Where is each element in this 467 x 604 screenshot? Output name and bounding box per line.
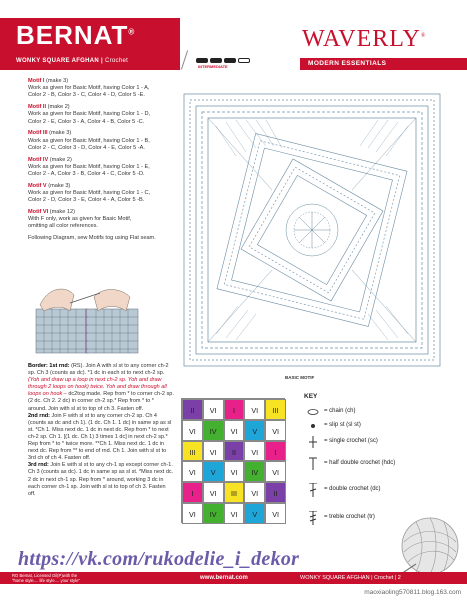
border-instructions: Border: 1st rnd: (RS). Join A with sl st to any corner ch-2 sp. Ch 3 (counts as dc). *1 dc in each st to next ch-2 sp. (Yoh and draw up a loop in next ch-2 sp. Yoh and draw through 2 loops on hook) twice. Yoh and draw through all loops on hook – dc2tog made. Rep from * to corner ch-2 sp. (2 dc. Ch 2. 2 dc) in corner ch-2 sp.* Rep from * to * around. Join with sl st to top of ch 3. Fasten off. 2nd rnd: Join F with sl st to any corner ch-2 sp. Ch 4 (counts as dc and ch 1). (1 dc. Ch 1. 1 dc) in same sp as sl st. *Ch 1. Miss next dc. 1 dc in next dc. Rep from * to next ch-2 sp. Ch 1. [(1 dc. Ch 1) 3 times 1 dc] in next ch-2 sp.* Rep from * to * twice more. **Ch 1. Miss next dc. 1 dc in next dc. Rep from ** to end of rnd. Ch 1. Join with sl st to 3rd ch of ch 4. Fasten off. 3rd rnd: Join E with sl st to any ch-1 sp except corner ch-1. Ch 3 (counts as dc). 1 dc in same sp as sl st. *Miss next dc. 2 dc in next ch-1 sp. Rep from * around, working 3 dc in each corner ch-1 sp. Join with sl st to top of ch 3. Fasten off. <box>28 363 174 497</box>
grid-cell-label: VI <box>272 468 279 478</box>
grid-cell-label: VI <box>189 509 196 519</box>
grid-cell-label: VI <box>209 447 217 457</box>
footer-legal: RO Bernat, Licensed Oil(P)with the "home style.... life style.... your style" <box>12 573 80 583</box>
grid-cell-label: III <box>230 489 237 499</box>
sewing-instruction: Following Diagram, sew Motifs tog using Flat seam. <box>28 235 156 242</box>
grid-cell-label: IV <box>251 468 259 478</box>
motif-entry: Motif IV (make 2) Work as given for Basic Motif, having Color 1 - E, Color 2 - A, Color 3 - B, Color 4 - C, Color 5 -D. <box>28 156 150 178</box>
flat-seam-illustration <box>30 283 142 357</box>
footer-page-info: WONKY SQUARE AFGHAN | Crochet | 2 <box>300 575 401 581</box>
grid-cell <box>244 461 265 482</box>
grid-cell <box>244 503 265 524</box>
grid-cell <box>203 482 224 503</box>
credit-text: maoxiaoling570811.blog.163.com <box>364 589 461 596</box>
grid-cell <box>182 420 203 441</box>
key-row-sc: = single crochet (sc) <box>300 435 460 449</box>
grid-cell-label: V <box>252 426 258 436</box>
grid-cell <box>244 482 265 503</box>
grid-cell <box>224 503 245 524</box>
bernat-logo: BERNAT® <box>16 20 136 50</box>
grid-cell <box>244 441 265 462</box>
stitch-key <box>300 393 460 520</box>
grid-cell-label: VI <box>189 468 196 478</box>
grid-cell-label: VI <box>230 509 238 519</box>
grid-cell-label: II <box>231 447 236 457</box>
grid-cell <box>265 441 286 462</box>
grid-cell-label: VI <box>189 426 196 436</box>
grid-cell-label: VI <box>209 406 217 415</box>
key-row-hdc: = half double crochet (hdc) <box>300 457 460 471</box>
grid-cell <box>182 461 203 482</box>
grid-cell-label: VI <box>251 406 259 415</box>
grid-cell <box>265 399 286 420</box>
grid-cell <box>265 461 286 482</box>
footer-website[interactable]: www.bernat.com <box>200 575 248 581</box>
layout-grid <box>181 398 285 523</box>
grid-cell <box>224 399 245 420</box>
grid-cell-label: I <box>232 406 235 415</box>
grid-cell-label: VI <box>230 468 238 478</box>
tagline-bar <box>300 58 467 70</box>
grid-cell-label: IV <box>209 509 217 519</box>
grid-cell-label: V <box>210 468 216 478</box>
grid-cell <box>182 503 203 524</box>
grid-cell <box>224 420 245 441</box>
grid-cell <box>265 503 286 524</box>
treble-crochet-icon <box>304 511 322 525</box>
skill-level-indicator <box>196 58 286 70</box>
grid-cell-label: VI <box>272 426 279 436</box>
grid-cell-label: VI <box>272 509 279 519</box>
grid-cell-label: VI <box>251 489 259 499</box>
pattern-title-bar <box>0 58 180 70</box>
motif-entry: Motif V (make 3) Work as given for Basic Motif, having Color 1 - C, Color 2 - D, Color 3 - E, Color 4 - A, Color 5 -B. <box>28 182 151 204</box>
motif-entry: Motif I (make 3) Work as given for Basic Motif, having Color 1 - A, Color 2 - B, Color 3 - C, Color 4 - D, Color 5 -E. <box>28 78 150 99</box>
grid-cell-label: IV <box>209 426 217 436</box>
bernat-brand-block <box>0 18 180 58</box>
grid-cell <box>244 420 265 441</box>
grid-cell <box>265 482 286 503</box>
key-row-slip: = slip st (sl st) <box>300 419 460 433</box>
grid-cell-label: II <box>190 406 195 415</box>
grid-cell <box>182 441 203 462</box>
grid-cell-label: VI <box>230 426 238 436</box>
grid-cell <box>244 399 265 420</box>
grid-cell <box>203 399 224 420</box>
chain-icon <box>304 405 322 419</box>
grid-cell-label: VI <box>251 447 259 457</box>
header-divider <box>181 50 188 69</box>
grid-cell-label: III <box>189 447 196 457</box>
grid-cell <box>224 441 245 462</box>
half-double-crochet-icon <box>304 457 322 471</box>
motif-entry: Motif III (make 3) Work as given for Basic Motif, having Color 1 - B, Color 2 - C, Color 3 - D, Color 4 - E, Color 5 -A. <box>28 130 150 151</box>
watermark-link[interactable]: https://vk.com/rukodelie_i_dekor <box>18 548 300 570</box>
grid-cell <box>182 399 203 420</box>
grid-cell-label: I <box>274 447 277 457</box>
grid-cell <box>224 461 245 482</box>
pattern-title: WONKY SQUARE AFGHAN | Crochet <box>16 58 129 64</box>
grid-cell <box>203 461 224 482</box>
page-header <box>0 0 467 70</box>
grid-cell <box>182 482 203 503</box>
single-crochet-icon <box>304 435 322 449</box>
grid-cell <box>203 420 224 441</box>
grid-cell-label: I <box>191 489 194 499</box>
tagline: MODERN ESSENTIALS <box>308 60 387 67</box>
motif-instructions <box>28 78 174 242</box>
key-title: KEY <box>304 393 318 400</box>
grid-cell-label: VI <box>209 489 217 499</box>
grid-cell-label: III <box>272 406 279 415</box>
key-row-chain: = chain (ch) <box>300 405 460 419</box>
diagram-caption: BASIC MOTIF <box>285 375 315 380</box>
slip-stitch-icon <box>304 419 322 433</box>
motif-entry: Motif II (make 2) Work as given for Basic Motif, having Color 1 - D, Color 2 - E, Color 3 - A, Color 4 - B, Color 5 -C. <box>28 104 151 125</box>
waverly-logo: WAVERLY® <box>302 26 427 52</box>
skill-label: INTERMEDIATE <box>198 64 228 69</box>
key-row-dc: = double crochet (dc) <box>300 483 460 497</box>
grid-cell-label: V <box>252 509 258 519</box>
grid-cell <box>224 482 245 503</box>
motif-entry: Motif VI (make 12) With F only, work as given for Basic Motif, omitting all color references. <box>28 209 132 230</box>
grid-cell <box>265 420 286 441</box>
grid-cell <box>203 503 224 524</box>
grid-cell-label: II <box>273 489 278 499</box>
basic-motif-diagram <box>176 86 448 376</box>
double-crochet-icon <box>304 483 322 497</box>
key-row-tr: = treble crochet (tr) <box>300 511 460 525</box>
grid-cell <box>203 441 224 462</box>
